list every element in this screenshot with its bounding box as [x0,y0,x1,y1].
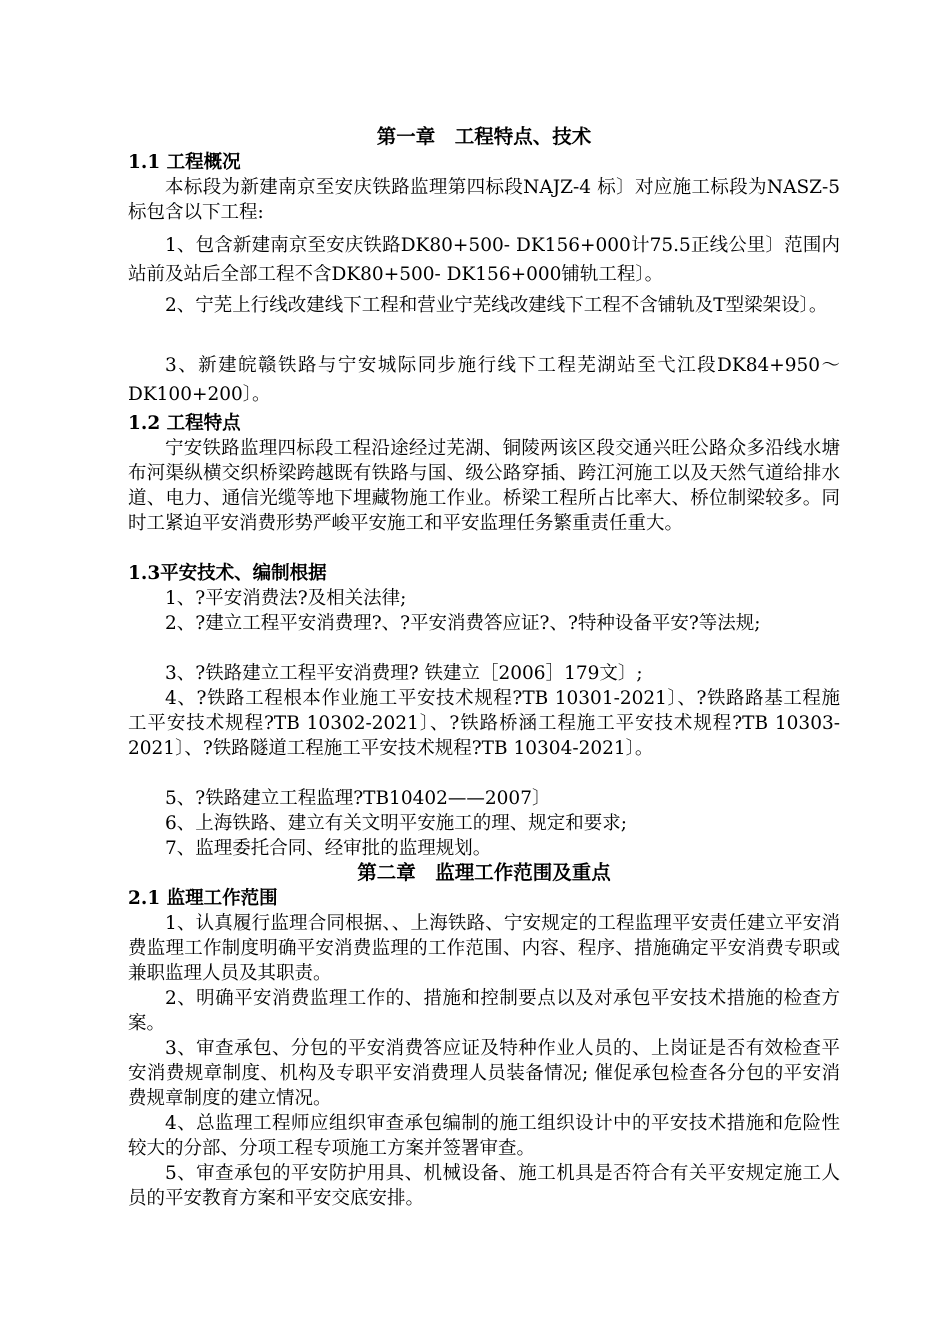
section-1-2-heading: 1.2 工程特点 [128,413,241,434]
section-1-1-paragraph-4: 3、新建皖赣铁路与宁安城际同步施行线下工程芜湖站至弋江段DK84+950～DK100+200〕。 [128,355,840,405]
section-1-3-heading: 1.3平安技术、编制根据 [128,563,327,584]
section-2-1-item-3: 3、审查承包、分包的平安消费答应证及特种作业人员的、上岗证是否有效检查平安消费规章制度、机构及专职平安消费理人员装备情况; 催促承包检查各分包的平安消费规章制度的建立情况。 [128,1038,840,1109]
section-1-3-item-7: 7、监理委托合同、经审批的监理规划。 [165,838,492,859]
section-1-1-paragraph-2: 1、包含新建南京至安庆铁路DK80+500- DK156+000计75.5正线公里〕范围内站前及站后全部工程不含DK80+500- DK156+000铺轨工程〕。 [128,235,840,285]
section-1-3-item-3: 3、?铁路建立工程平安消费理? 铁建立［2006］179文〕; [165,663,643,684]
chapter-2-title: 第二章 监理工作范围及重点 [357,861,611,884]
section-1-3-item-2: 2、?建立工程平安消费理?、?平安消费答应证?、?特种设备平安?等法规; [165,613,761,634]
section-1-1-heading: 1.1 工程概况 [128,152,241,173]
section-1-2-paragraph-1: 宁安铁路监理四标段工程沿途经过芜湖、铜陵两该区段交通兴旺公路众多沿线水塘布河渠纵横交织桥梁跨越既有铁路与国、级公路穿插、跨江河施工以及天然气道给排水道、电力、通信光缆等地下埋藏物施工作业。桥梁工程所占比率大、桥位制梁较多。同时工紧迫平安消费形势严峻平安施工和平安监理任务繁重责任重大。 [128,438,840,534]
chapter-1-title: 第一章 工程特点、技术 [376,125,592,148]
section-2-1-item-4: 4、总监理工程师应组织审查承包编制的施工组织设计中的平安技术措施和危险性较大的分部、分项工程专项施工方案并签署审查。 [128,1113,840,1159]
section-1-1-paragraph-3: 2、宁芜上行线改建线下工程和营业宁芜线改建线下工程不含铺轨及T型梁架设〕。 [165,295,828,316]
section-1-3-item-1: 1、?平安消费法?及相关法律; [165,588,407,609]
section-1-3-item-5: 5、?铁路建立工程监理?TB10402——2007〕 [165,788,551,809]
section-1-3-item-4: 4、?铁路工程根本作业施工平安技术规程?TB 10301-2021〕、?铁路路基工程施工平安技术规程?TB 10302-2021〕、?铁路桥涵工程施工平安技术规程?TB 10303-2021〕、?铁路隧道工程施工平安技术规程?TB 10304-2021〕。 [128,688,840,759]
section-2-1-heading: 2.1 监理工作范围 [128,888,278,909]
section-2-1-item-1: 1、认真履行监理合同根据、、上海铁路、宁安规定的工程监理平安责任建立平安消费监理工作制度明确平安消费监理的工作范围、内容、程序、措施确定平安消费专职或兼职监理人员及其职责。 [128,913,840,984]
section-1-1-paragraph-1: 本标段为新建南京至安庆铁路监理第四标段NAJZ-4 标〕对应施工标段为NASZ-5标包含以下工程: [128,177,840,223]
section-2-1-item-2: 2、明确平安消费监理工作的、措施和控制要点以及对承包平安技术措施的检查方案。 [128,988,840,1034]
section-2-1-item-5: 5、审查承包的平安防护用具、机械设备、施工机具是否符合有关平安规定施工人员的平安教育方案和平安交底安排。 [128,1163,840,1209]
section-1-3-item-6: 6、上海铁路、建立有关文明平安施工的理、规定和要求; [165,813,628,834]
